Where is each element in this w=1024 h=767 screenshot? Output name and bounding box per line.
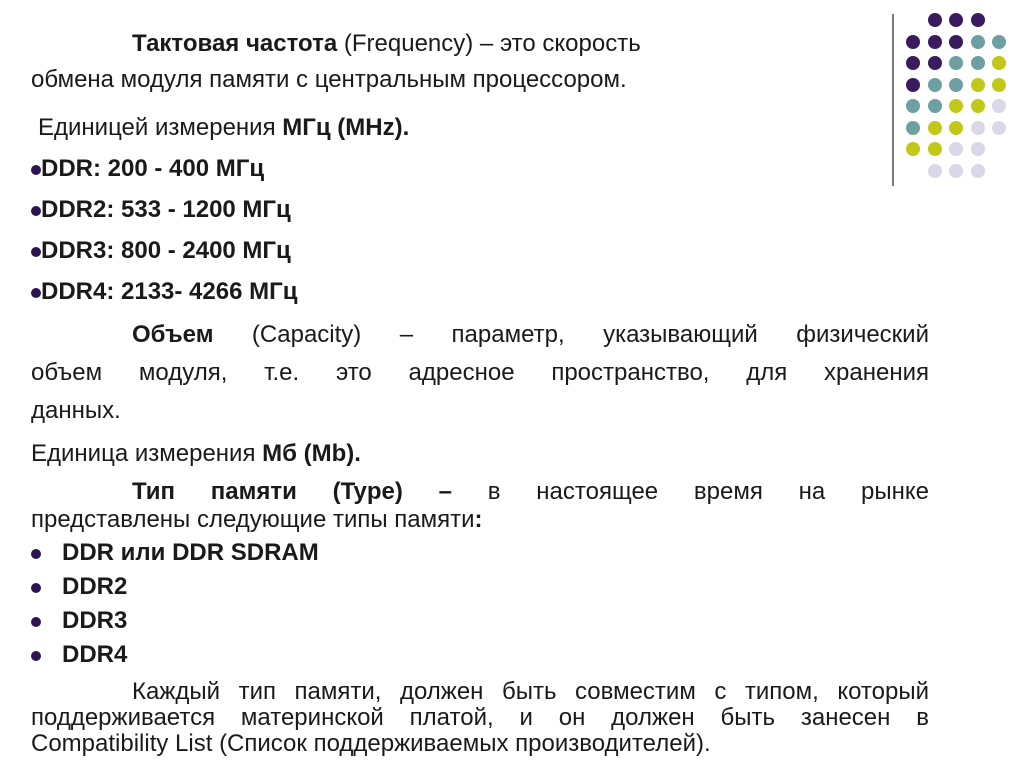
purple-decor-dot (949, 13, 963, 27)
type-term: Тип памяти (Type) – (132, 478, 452, 505)
type-line-1 (31, 478, 929, 506)
type-list-item-label: DDR или DDR SDRAM (62, 539, 319, 566)
lime-decor-dot (928, 121, 942, 135)
type-list-item (31, 607, 127, 635)
bullet-dot (31, 651, 41, 661)
bullet-dot (31, 617, 41, 627)
lime-decor-dot (906, 142, 920, 156)
capacity-term: Объем (132, 321, 214, 348)
compat-line-3: Compatibility List (Список поддерживаемых производителей). (31, 730, 711, 757)
type-line-2-text: представлены следующие типы памяти (31, 506, 475, 533)
type-definition-start: в настоящее время на рынке (452, 478, 929, 505)
bullet-dot (31, 165, 41, 175)
purple-decor-dot (949, 35, 963, 49)
freq-list-item-label: DDR3: 800 - 2400 МГц (41, 237, 291, 264)
freq-list-item-label: DDR: 200 - 400 МГц (41, 155, 265, 182)
freq-list-item (31, 155, 264, 183)
lime-decor-dot (928, 142, 942, 156)
frequency-unit-prefix: Единицей измерения (38, 114, 283, 141)
bullet-dot (31, 549, 41, 559)
decorative-divider (892, 14, 894, 186)
teal-decor-dot (906, 99, 920, 113)
lime-decor-dot (949, 121, 963, 135)
freq-list-item-label: DDR2: 533 - 1200 МГц (41, 196, 291, 223)
type-list-item-label: DDR4 (62, 641, 128, 668)
teal-decor-dot (928, 78, 942, 92)
lavender-decor-dot (928, 164, 942, 178)
frequency-unit-line (38, 114, 409, 142)
purple-decor-dot (928, 56, 942, 70)
purple-decor-dot (971, 13, 985, 27)
teal-decor-dot (971, 35, 985, 49)
type-list-item-label: DDR2 (62, 573, 128, 600)
capacity-definition-start: (Capacity) – параметр, указывающий физический (213, 321, 929, 348)
lime-decor-dot (992, 56, 1006, 70)
bullet-dot (31, 583, 41, 593)
purple-decor-dot (906, 78, 920, 92)
lime-decor-dot (992, 78, 1006, 92)
teal-decor-dot (928, 99, 942, 113)
lime-decor-dot (971, 78, 985, 92)
type-line-2-colon: : (474, 506, 483, 533)
capacity-unit-prefix: Единица измерения (31, 440, 263, 467)
compat-line-2: поддерживается материнской платой, и он должен быть занесен в (31, 704, 929, 731)
lavender-decor-dot (971, 121, 985, 135)
freq-list-item (31, 196, 291, 224)
freq-list-item (31, 278, 297, 306)
lime-decor-dot (971, 99, 985, 113)
type-line-2 (31, 506, 483, 534)
frequency-definition-start: (Frequency) – это скорость (337, 30, 641, 57)
compat-line-1-text: Каждый тип памяти, должен быть совместим с типом, который (132, 678, 929, 705)
purple-decor-dot (928, 13, 942, 27)
lavender-decor-dot (992, 99, 1006, 113)
lavender-decor-dot (992, 121, 1006, 135)
bullet-dot (31, 206, 41, 216)
teal-decor-dot (906, 121, 920, 135)
capacity-unit-line (31, 440, 361, 468)
capacity-line-1 (31, 321, 929, 349)
type-list-item-label: DDR3 (62, 607, 128, 634)
type-list-item (31, 539, 319, 567)
frequency-line-2: обмена модуля памяти с центральным процессором. (31, 66, 627, 93)
teal-decor-dot (992, 35, 1006, 49)
lavender-decor-dot (971, 142, 985, 156)
lime-decor-dot (949, 99, 963, 113)
frequency-line-1 (132, 30, 641, 58)
freq-list-item (31, 237, 291, 265)
teal-decor-dot (949, 78, 963, 92)
compat-line-1 (31, 678, 929, 706)
purple-decor-dot (928, 35, 942, 49)
lavender-decor-dot (971, 164, 985, 178)
capacity-unit-value: Мб (Mb). (262, 440, 361, 467)
lavender-decor-dot (949, 164, 963, 178)
capacity-line-2: объем модуля, т.е. это адресное пространство, для хранения (31, 359, 929, 386)
freq-list-item-label: DDR4: 2133- 4266 МГц (41, 278, 298, 305)
capacity-line-3: данных. (31, 397, 121, 424)
type-list-item (31, 573, 127, 601)
frequency-unit-value: МГц (MHz). (282, 114, 410, 141)
lavender-decor-dot (949, 142, 963, 156)
type-list-item (31, 641, 127, 669)
teal-decor-dot (949, 56, 963, 70)
bullet-dot (31, 247, 41, 257)
purple-decor-dot (906, 56, 920, 70)
purple-decor-dot (906, 35, 920, 49)
frequency-term: Тактовая частота (132, 30, 338, 57)
bullet-dot (31, 288, 41, 298)
teal-decor-dot (971, 56, 985, 70)
